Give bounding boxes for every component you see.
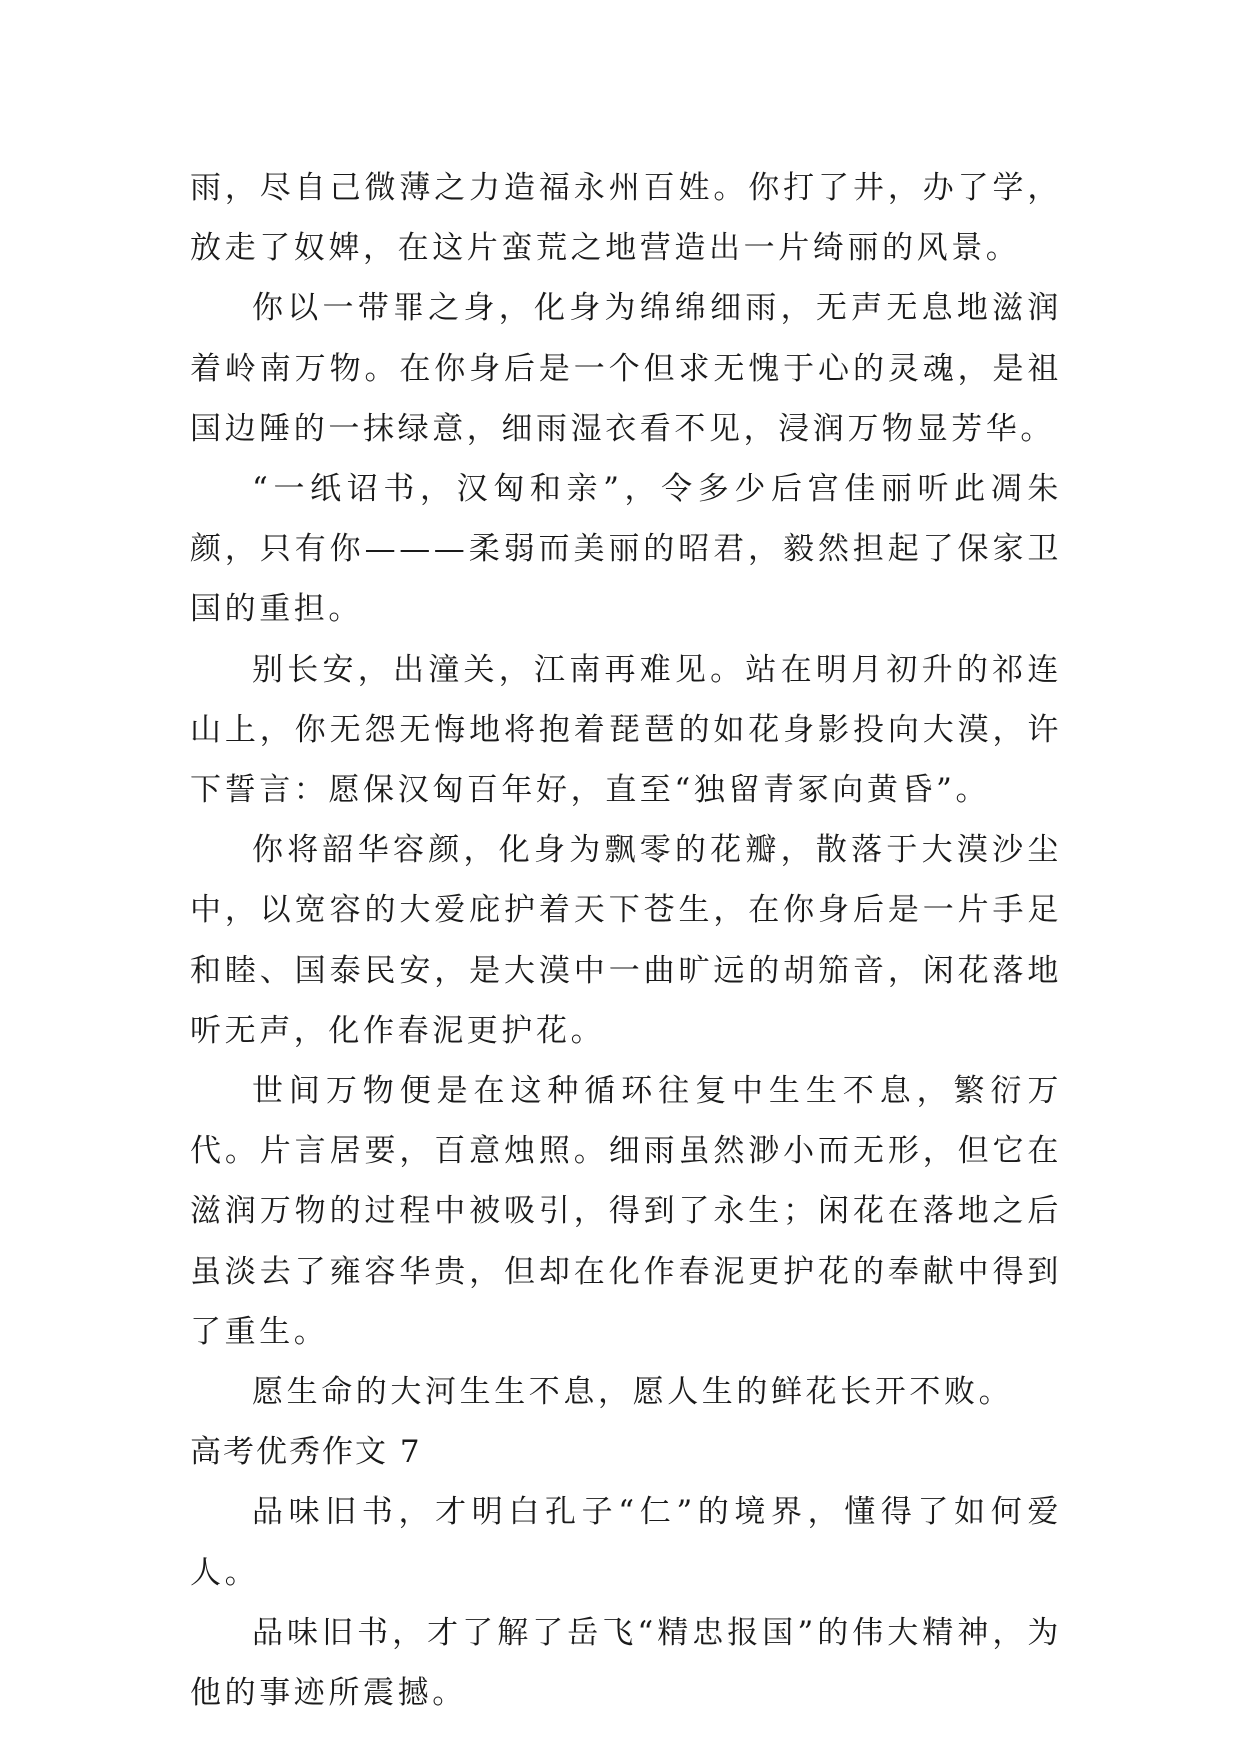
paragraph: 别长安，出潼关，江南再难见。站在明月初升的祁连山上，你无怨无悔地将抱着琵琶的如花身影投向大漠，许下誓言：愿保汉匈百年好，直至“独留青冢向黄昏”。 [190, 651, 1062, 809]
document-body [190, 158, 1062, 1723]
paragraph: 品味旧书，才明白孔子“仁”的境界，懂得了如何爱人。 [190, 1494, 1062, 1591]
paragraph-continuation: 雨，尽自己微薄之力造福永州百姓。你打了井，办了学，放走了奴婢，在这片蛮荒之地营造出一片绮丽的风景。 [190, 170, 1062, 267]
paragraph: 你以一带罪之身，化身为绵绵细雨，无声无息地滋润着岭南万物。在你身后是一个但求无愧于心的灵魂，是祖国边陲的一抹绿意，细雨湿衣看不见，浸润万物显芳华。 [190, 290, 1062, 447]
paragraph: 品味旧书，才了解了岳飞“精忠报国”的伟大精神，为他的事迹所震撼。 [190, 1614, 1062, 1712]
paragraph: 你将韶华容颜，化身为飘零的花瓣，散落于大漠沙尘中，以宽容的大爱庇护着天下苍生，在你身后是一片手足和睦、国泰民安，是大漠中一曲旷远的胡笳音，闲花落地听无声，化作春泥更护花。 [190, 832, 1062, 1049]
section-heading: 高考优秀作文 7 [190, 1434, 422, 1471]
paragraph: “一纸诏书，汉匈和亲”，令多少后宫佳丽听此凋朱颜，只有你———柔弱而美丽的昭君，毅然担起了保家卫国的重担。 [190, 471, 1062, 628]
paragraph: 愿生命的大河生生不息，愿人生的鲜花长开不败。 [252, 1374, 1014, 1411]
paragraph: 世间万物便是在这种循环往复中生生不息，繁衍万代。片言居要，百意烛照。细雨虽然渺小而无形，但它在滋润万物的过程中被吸引，得到了永生；闲花在落地之后虽淡去了雍容华贵，但却在化作春泥更护花的奉献中得到了重生。 [190, 1073, 1062, 1350]
